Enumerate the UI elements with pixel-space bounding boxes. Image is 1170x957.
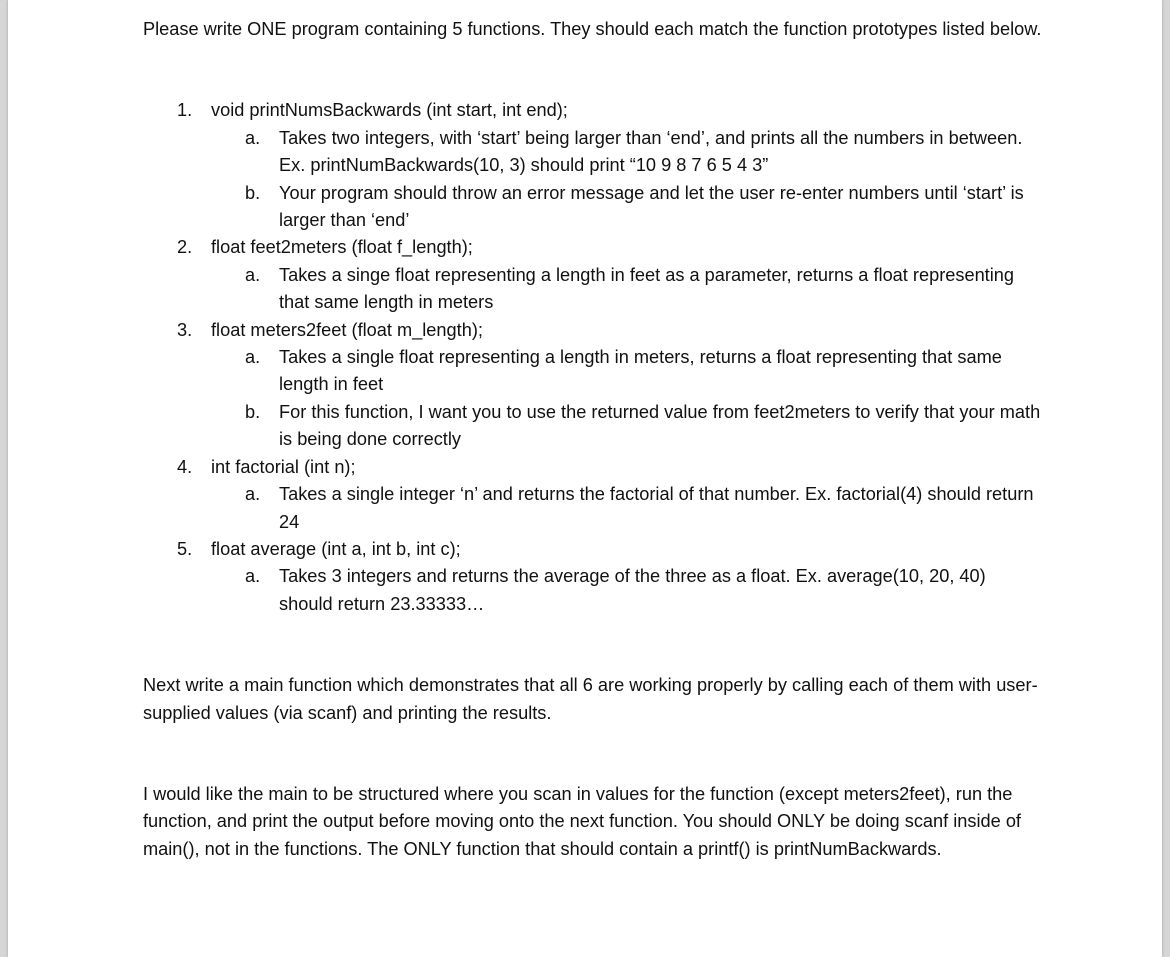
detail-text: Your program should throw an error message and let the user re-enter numbers until ‘start’ is larger than ‘end’ (279, 182, 1024, 231)
function-prototype: float meters2feet (float m_length); (211, 319, 483, 340)
detail-letter: a. (245, 566, 261, 587)
function-details (211, 262, 1043, 317)
function-item-factorial (143, 454, 1043, 536)
detail-letter: b. (245, 182, 261, 203)
spacer (143, 43, 1043, 97)
spacer (143, 618, 1043, 672)
spacer (143, 727, 1043, 781)
detail-text: Takes a single integer ‘n’ and returns the factorial of that number. Ex. factorial(4) should return 24 (279, 484, 1034, 532)
function-details (211, 125, 1043, 235)
function-details (211, 481, 1043, 536)
detail-text: Takes 3 integers and returns the average of the three as a float. Ex. average(10, 20, 40) should return 23.33333… (279, 566, 986, 614)
function-prototype: int factorial (int n); (211, 456, 356, 477)
structure-paragraph: I would like the main to be structured where you scan in values for the function (except meters2feet), run the function, and print the output before moving onto the next function. You should ONLY be doing scanf inside of main(), not in the functions. The ONLY function that should contain a printf() is printNumBackwards. (143, 783, 1021, 859)
detail-item (211, 180, 1043, 235)
detail-item (211, 563, 1043, 618)
intro-paragraph: Please write ONE program containing 5 functions. They should each match the function prototypes listed below. (143, 19, 1042, 39)
detail-item (211, 125, 1043, 180)
document-body (143, 16, 1043, 863)
detail-item (211, 399, 1043, 454)
detail-letter: a. (245, 264, 261, 285)
item-number: 1. (177, 100, 193, 121)
item-number: 2. (177, 237, 193, 258)
detail-item (211, 481, 1043, 536)
detail-text: For this function, I want you to use the returned value from feet2meters to verify that your math is being done correctly (279, 401, 1041, 450)
detail-letter: a. (245, 484, 261, 505)
item-number: 3. (177, 319, 193, 340)
function-item-average (143, 536, 1043, 618)
item-number: 5. (177, 538, 193, 559)
detail-letter: a. (245, 127, 261, 148)
document-page (8, 0, 1162, 957)
detail-text: Takes a singe float representing a length in feet as a parameter, returns a float representing that same length in meters (279, 264, 1015, 313)
detail-text: Takes a single float representing a length in meters, returns a float representing that same length in feet (279, 347, 1002, 395)
detail-item (211, 344, 1043, 399)
detail-item (211, 262, 1043, 317)
function-details (211, 344, 1043, 454)
function-list (143, 97, 1043, 618)
function-item-print-nums-backwards (143, 97, 1043, 234)
function-prototype: float average (int a, int b, int c); (211, 538, 461, 559)
detail-text: Takes two integers, with ‘start’ being larger than ‘end’, and prints all the numbers in between. Ex. printNumBackwards(10, 3) should print “10 9 8 7 6 5 4 3” (279, 127, 1023, 176)
function-prototype: void printNumsBackwards (int start, int end); (211, 100, 568, 121)
function-item-feet2meters (143, 234, 1043, 316)
function-details (211, 563, 1043, 618)
detail-letter: b. (245, 401, 261, 422)
detail-letter: a. (245, 347, 261, 368)
function-item-meters2feet (143, 317, 1043, 454)
item-number: 4. (177, 456, 193, 477)
main-function-paragraph: Next write a main function which demonstrates that all 6 are working properly by calling each of them with user-supplied values (via scanf) and printing the results. (143, 675, 1038, 723)
function-prototype: float feet2meters (float f_length); (211, 237, 473, 258)
